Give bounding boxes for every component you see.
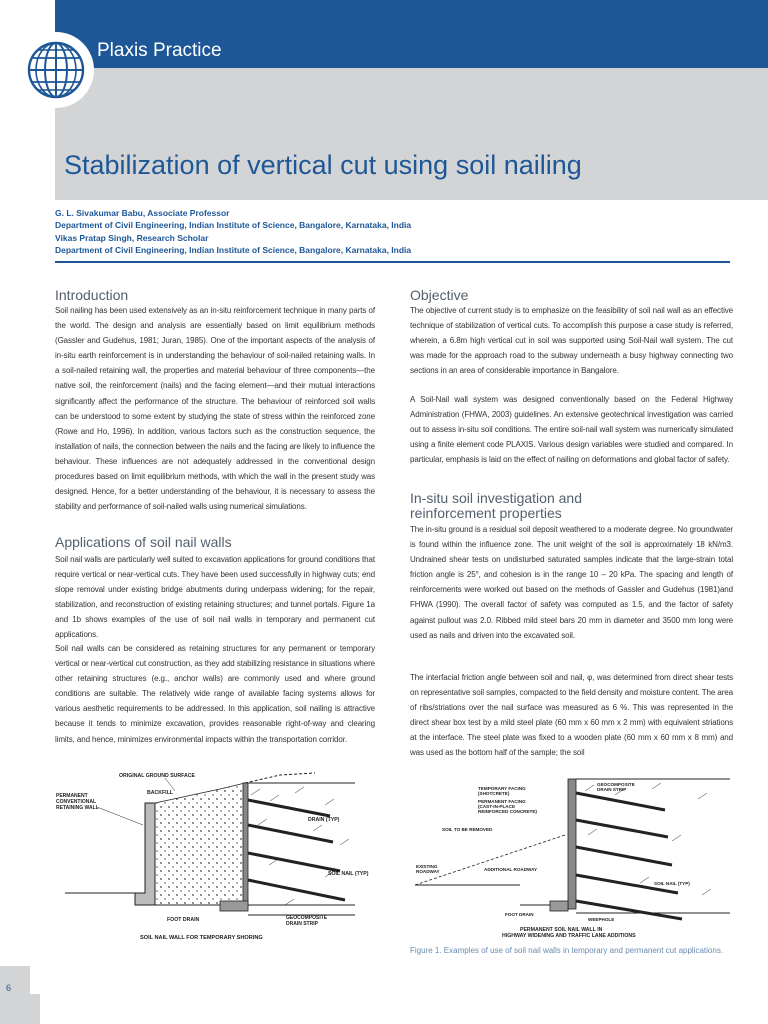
label-permanent-wall-1: PERMANENT: [56, 793, 88, 799]
label-perm-facing-2: (CAST-IN-PLACE: [478, 804, 516, 809]
applications-body-2: Soil nail walls can be considered as retaining structures for any permanent or temporary vertical or near-vertical cut construction, as they add stabilizing resistance in situations where other retaining structures (e.g., anchor walls) are commonly used and where ground conditions are suitable. The relatively wide range of available facing systems allows for various aesthetic requirements to be addressed. In this application, soil nailing is attractive because it tends to minimize excavation, provides reasonable right-of-way and clearing limits, and hence, minimizes environmental impacts within the transportation corridor.: [55, 644, 375, 744]
objective-heading: Objective: [410, 287, 469, 303]
label-temp-facing-1: TEMPORARY FACING: [478, 786, 526, 791]
author-2: Vikas Pratap Singh, Research Scholar: [55, 232, 209, 243]
investigation-heading-line-2: reinforcement properties: [410, 505, 562, 521]
label-geocomposite-1: GEOCOMPOSITE: [597, 782, 635, 787]
label-foot-drain: FOOT DRAIN: [167, 917, 200, 923]
article-title: Stabilization of vertical cut using soil nailing: [64, 150, 582, 180]
investigation-heading-line-1: In-situ soil investigation and: [410, 490, 582, 506]
page-number: 6: [6, 983, 12, 993]
applications-heading: Applications of soil nail walls: [55, 534, 232, 550]
globe-logo: [18, 32, 94, 108]
objective-body-1: The objective of current study is to emphasize on the feasibility of soil nail wall as an effective technique of stabilization of vertical cuts. To accomplish this purpose a case study is referred, wherein, a 6.8m high vertical cut in soil was supported using Soil-Nail wall system. The cut was made for the approach road to the subway underneath a busy highway connecting two sections in an area of considerable importance in Bangalore.: [410, 306, 733, 376]
label-geocomposite-1: GEOCOMPOSITE: [286, 915, 328, 921]
author-1-affiliation: Department of Civil Engineering, Indian Institute of Science, Bangalore, Karnataka, India: [55, 220, 412, 231]
applications-body-1: Soil nail walls are particularly well suited to excavation applications for ground conditions that require vertical or near-vertical cuts. They have been used successfully in highway cuts; end slope removal under existing bridge abutments during underpass widening; for the repair, stabilization, and reconstruction of existing retaining structures; and tunnel portals. Figure 1a and 1b shows examples of the use of soil nail walls in temporary and permanent cut applications.: [55, 555, 375, 640]
author-block: [55, 207, 411, 257]
header-divider: [55, 261, 730, 263]
label-drain: DRAIN (TYP): [308, 817, 340, 823]
figure-1a-drawing: [55, 765, 375, 945]
label-weephole: WEEPHOLE: [588, 917, 615, 922]
label-permanent-wall-3: RETAINING WALL: [56, 805, 99, 811]
author-2-affiliation: Department of Civil Engineering, Indian Institute of Science, Bangalore, Karnataka, India: [55, 245, 412, 256]
author-1: G. L. Sivakumar Babu, Associate Professor: [55, 208, 230, 218]
series-name: Plaxis Practice: [97, 40, 222, 61]
figure-1b-caption-1: PERMANENT SOIL NAIL WALL IN: [520, 927, 603, 933]
label-ground-surface: ORIGINAL GROUND SURFACE: [119, 773, 195, 779]
figure-1b-caption-2: HIGHWAY WIDENING AND TRAFFIC LANE ADDITIONS: [502, 933, 636, 939]
label-geocomposite-2: DRAIN STRIP: [597, 787, 627, 792]
figure-1a: [55, 765, 375, 945]
investigation-body-2: The interfacial friction angle between soil and nail, φ, was determined from direct shear tests on representative soil samples, compacted to the field density and moisture content. The area of ribs/striations over the nail surface was measured as 6 %. This was represented in the direct shear box test by a mild steel plate (60 mm x 60 mm x 2 mm) with equivalent striations at the interface. The steel plate was fixed to a wooden plate (60 mm x 60 mm x 8 mm) and was used as the bottom half of the sample; the soil: [410, 673, 733, 758]
label-temp-facing-2: (SHOTCRETE): [478, 791, 510, 796]
label-backfill: BACKFILL: [147, 790, 173, 796]
figure-caption: Figure 1. Examples of use of soil nail walls in temporary and permanent cut applications.: [410, 946, 724, 955]
figure-1b: [410, 765, 735, 945]
label-perm-facing-1: PERMANENT FACING: [478, 799, 526, 804]
investigation-body-1: The in-situ ground is a residual soil deposit weathered to a moderate degree. No groundwater is found within the influence zone. The unit weight of the soil is approximately 18 kN/m3. Undrained shear tests on undisturbed saturated samples indicate that the large-strain total friction angle is 25°, and cohesion is in the range 10 – 20 kPa. The spacing and length of reinforcements were worked out based on the methods of Gassler and Gudehus (1981)and FHWA (1990). The overall factor of safety was computed as 1.5, and the factor of safety against pullout was 2.0. Ribbed mild steel bars 20 mm in diameter and 3500 mm long were used as nails and driven into the excavated soil.: [410, 525, 733, 640]
introduction-body: Soil nailing has been used extensively as an in-situ reinforcement technique in many parts of the world. The design and analysis are essentially based on limit equilibrium methods (Gassler and Gudehus, 1981; Juran, 1985). One of the important aspects of the analysis of in-situ earth reinforcement is in understanding the behaviour of soil-nailed retaining walls. In a soil-nailed retaining wall, the properties and material behaviour of three components—the native soil, the reinforcement (nails) and the facing element—and their mutual interactions significantly affect the performance of the structure. The behaviour of reinforced soil walls can be understood to some extent by studying the state of stress within the reinforced zone (Rowe and Ho, 1996). In addition, various factors such as the construction sequence, the installation of nails, the connection between the nails and the facing are likely to influence the behaviour. These influences are not adequately addressed in the conventional design procedures based on limit equilibrium methods, with which the wall in the present study was designed. Hence, for a better understanding of the behaviour, it is necessary to assess the stability and performance of soil-nailed walls using numerical simulations.: [55, 306, 375, 512]
footer-corner-base: [0, 994, 40, 1024]
introduction-heading: Introduction: [55, 287, 129, 303]
label-additional-roadway: ADDITIONAL ROADWAY: [484, 867, 538, 872]
label-geocomposite-2: DRAIN STRIP: [286, 921, 318, 927]
label-existing-2: ROADWAY: [416, 869, 440, 874]
figure-1b-drawing: [410, 765, 735, 945]
label-soil-removed: SOIL TO BE REMOVED: [442, 827, 493, 832]
globe-icon: [25, 39, 87, 101]
label-soil-nail: SOIL NAIL (TYP): [328, 871, 369, 877]
label-soil-nail: SOIL NAIL (TYP): [654, 881, 690, 886]
figure-1a-caption: SOIL NAIL WALL FOR TEMPORARY SHORING: [140, 935, 263, 941]
label-foot-drain: FOOT DRAIN: [505, 912, 534, 917]
label-existing-1: EXISTING: [416, 864, 438, 869]
objective-body-2: A Soil-Nail wall system was designed conventionally based on the Federal Highway Administration (FHWA, 2003) guidelines. An extensive geotechnical investigation was carried out to assess in-situ soil conditions. The entire soil-nail wall system was numerically simulated using a finite element code PLAXIS. Various design variables were studied and compared. In particular, emphasis is laid on the effect of nailing on deformations and global factor of safety.: [410, 395, 733, 465]
label-perm-facing-3: REINFORCED CONCRETE): [478, 809, 537, 814]
label-permanent-wall-2: CONVENTIONAL: [56, 799, 96, 805]
